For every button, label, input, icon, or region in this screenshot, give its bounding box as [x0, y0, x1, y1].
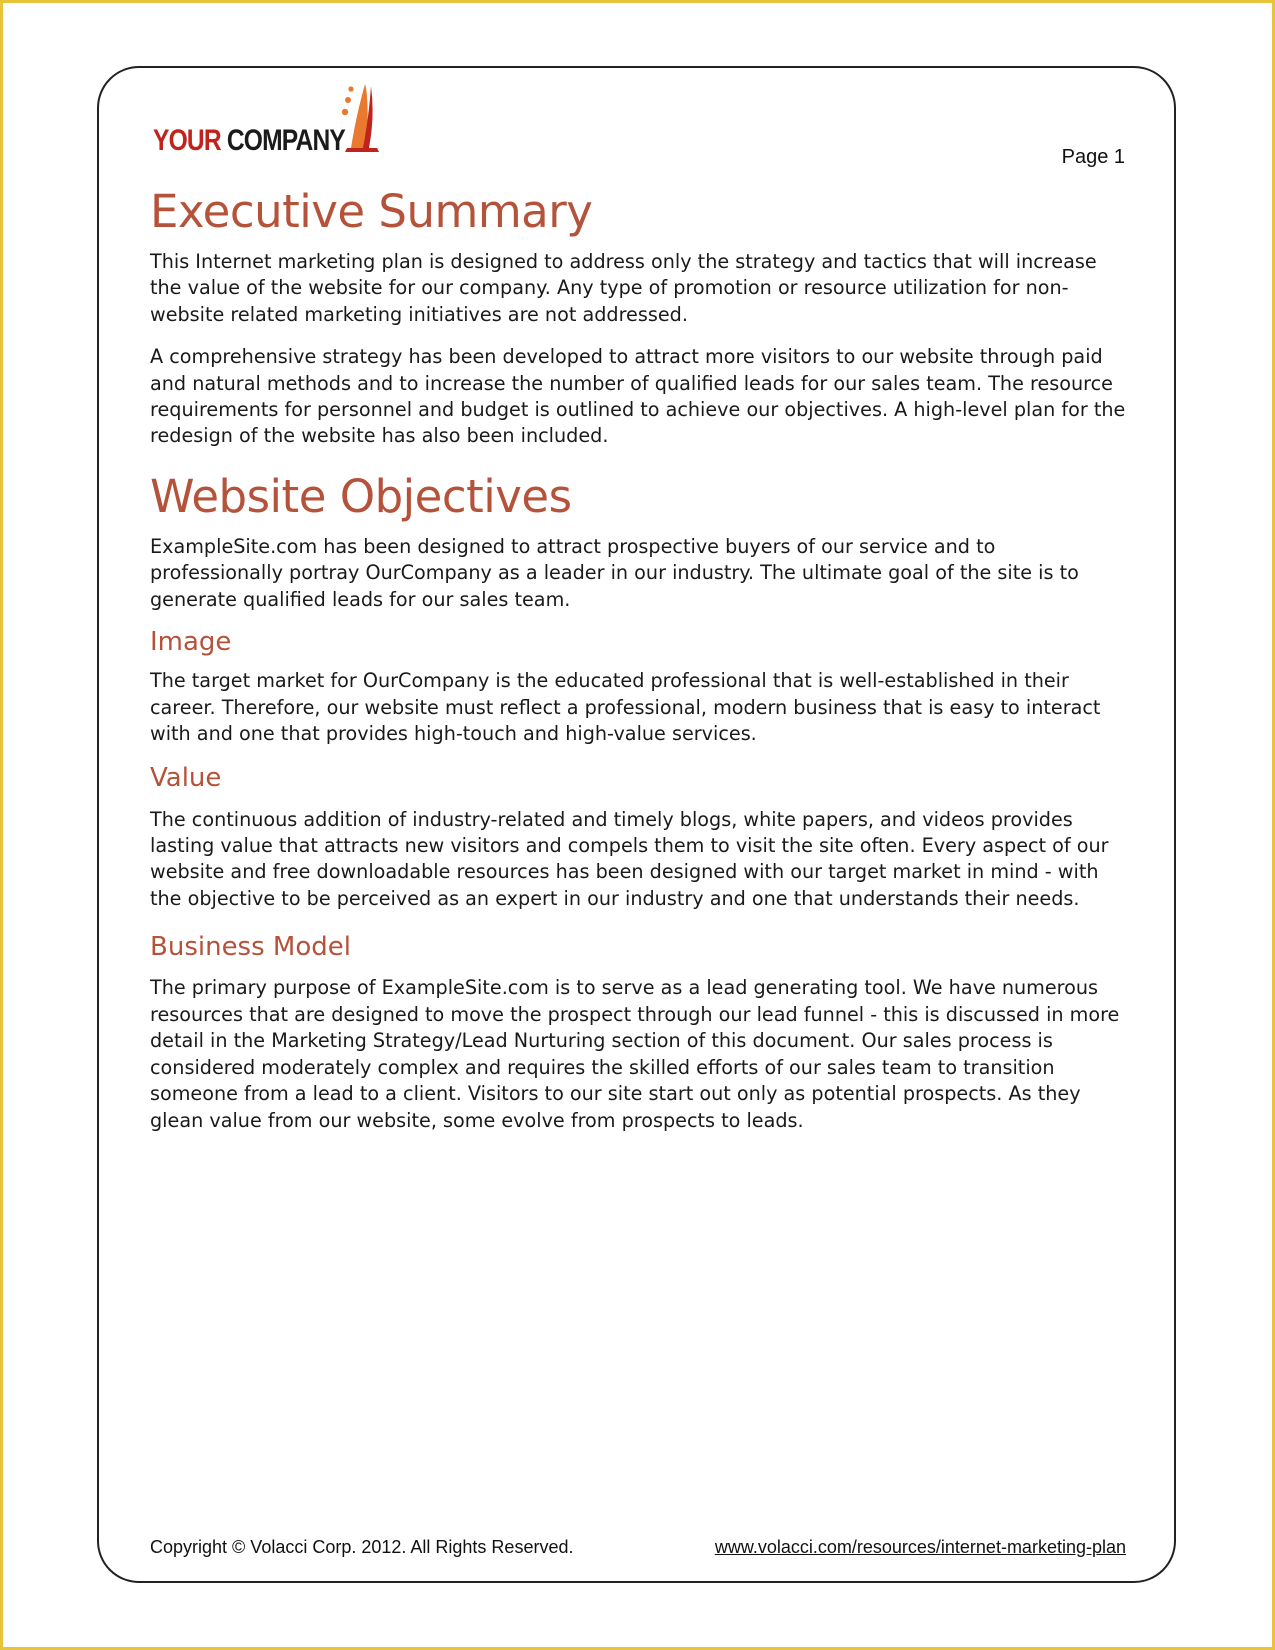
heading-executive-summary: Executive Summary — [150, 185, 593, 238]
subheading-value: Value — [150, 763, 222, 794]
paragraph-executive-summary-2: A comprehensive strategy has been developed to attract more visitors to our website through paid and natural methods and to increase the number of qualified leads for our sales team. The resource requirements for personnel and budget is outlined to achieve our objectives. A high-level plan for the redesign of the website has also been included. — [150, 345, 1126, 448]
paragraph-business-model: The primary purpose of ExampleSite.com is to serve as a lead generating tool. We have numerous resources that are designed to move the prospect through our lead funnel - this is discussed in more detail in the Marketing Strategy/Lead Nurturing section of this document. Our sales process is considered moderately complex and requires the skilled efforts of our sales team to transition someone from a lead to a client. Visitors to our site start out only as potential prospects. As they glean value from our website, some evolve from prospects to leads. — [150, 976, 1120, 1132]
page-number: Page 1 — [1061, 146, 1125, 168]
subheading-business-model: Business Model — [150, 932, 351, 963]
logo-word-company: COMPANY — [226, 124, 346, 157]
footer-link[interactable]: www.volacci.com/resources/internet-marketing-plan — [714, 1537, 1126, 1557]
company-logo — [153, 76, 383, 166]
paragraph-website-objectives: ExampleSite.com has been designed to attract prospective buyers of our service and to professionally portray OurCompany as a leader in our industry. The ultimate goal of the site is to generate qualified leads for our sales team. — [150, 534, 1079, 611]
paragraph-image: The target market for OurCompany is the educated professional that is well-established in their career. Therefore, our website must reflect a professional, modern business that is easy to interact with and one that provides high-touch and high-value services. — [150, 669, 1101, 746]
heading-website-objectives: Website Objectives — [150, 469, 572, 523]
subheading-image: Image — [150, 627, 232, 658]
paragraph-value: The continuous addition of industry-related and timely blogs, white papers, and videos provides lasting value that attracts new visitors and compels them to visit the site often. Every aspect of our website and free downloadable resources has been designed with our target market in mind - with the objective to be perceived as an expert in our industry and one that understands their needs. — [150, 807, 1109, 910]
logo-word-your: YOUR — [153, 124, 221, 157]
document-body — [150, 185, 1130, 1134]
logo-wordmark — [153, 124, 345, 158]
footer-copyright: Copyright © Volacci Corp. 2012. All Rights Reserved. — [150, 1537, 574, 1557]
paragraph-executive-summary-1: This Internet marketing plan is designed to address only the strategy and tactics that will increase the value of the website for our company. Any type of promotion or resource utilization for non-website related marketing initiatives are not addressed. — [150, 250, 1097, 326]
